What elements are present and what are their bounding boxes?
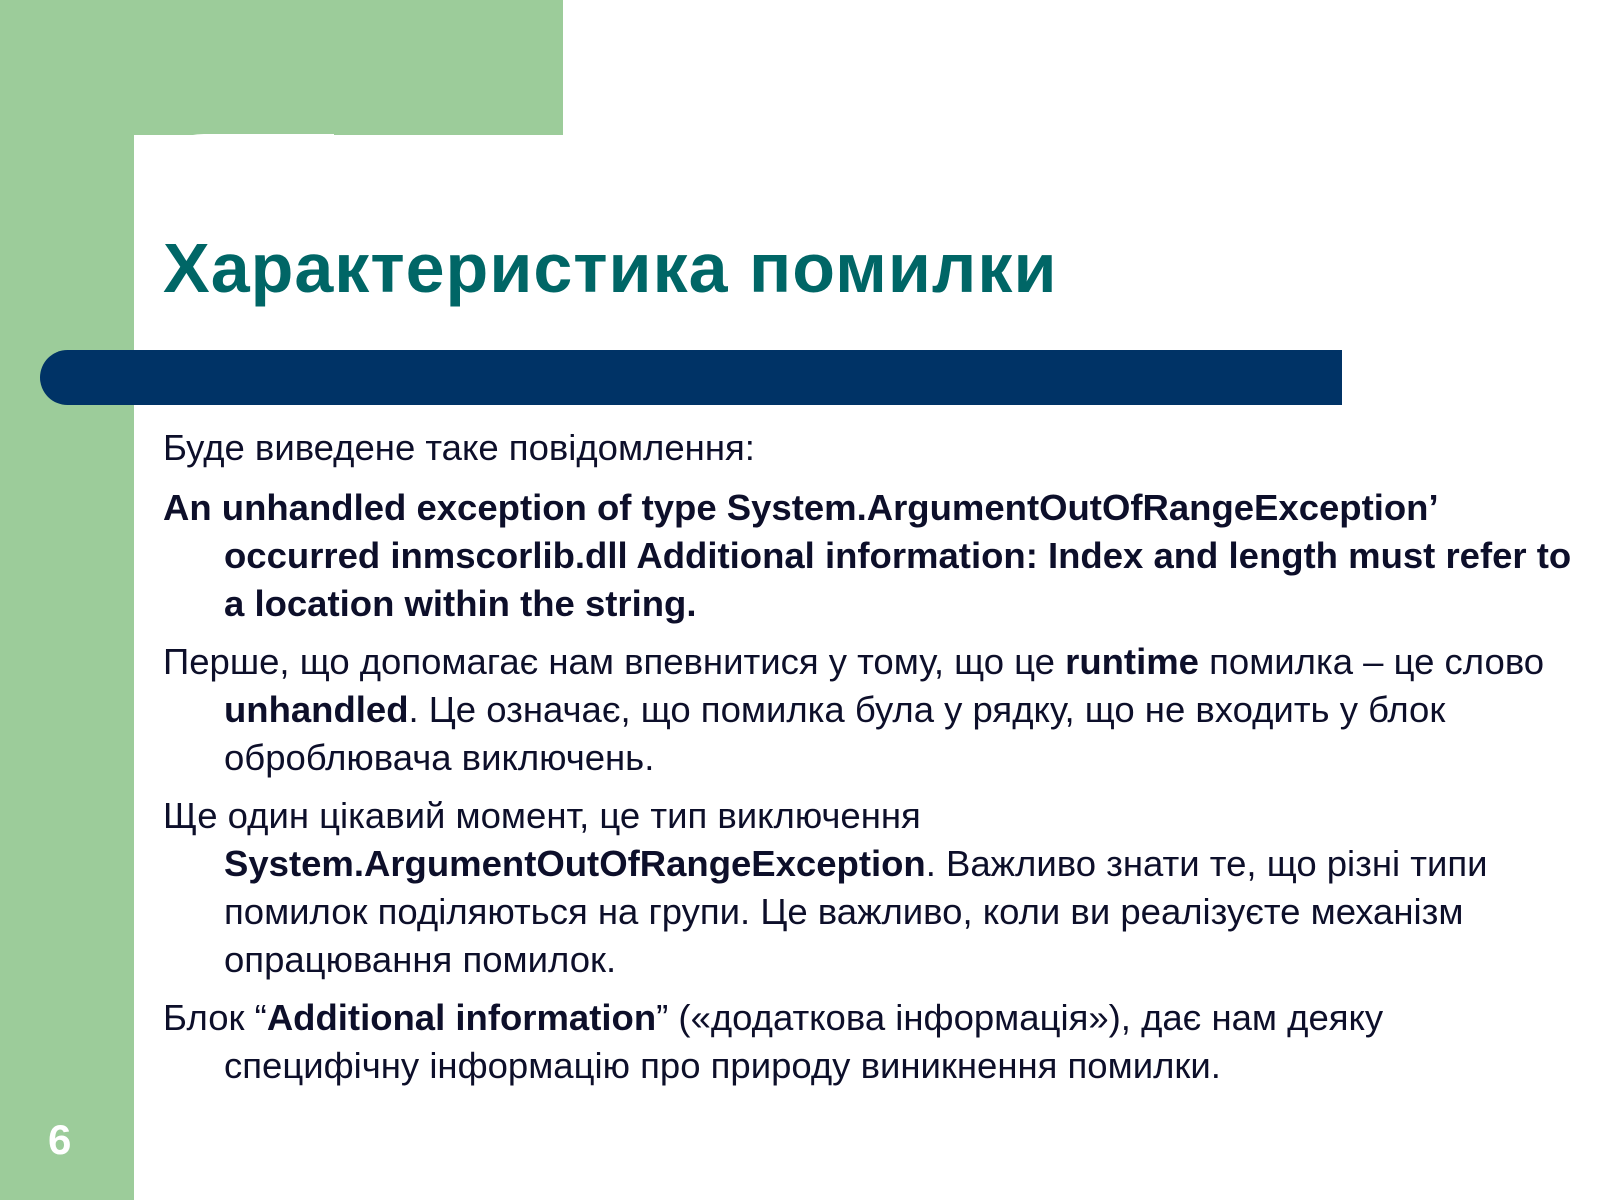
green-sidebar (0, 0, 134, 1200)
slide-body (163, 424, 1583, 1100)
intro-text: Буде виведене таке повідомлення: (163, 427, 755, 468)
paragraph-error-message (163, 484, 1583, 628)
green-top-band (0, 0, 563, 135)
title-divider-bar (40, 350, 1342, 405)
exception-type-keyword: System.ArgumentOutOfRangeException (224, 843, 926, 884)
additional-text-part: Блок “ (163, 997, 267, 1038)
error-message-text: An unhandled exception of type System.ArgumentOutOfRangeException’ occurred inmscorlib.dll Additional information: Index and length must refer to a location within the string. (163, 487, 1572, 624)
runtime-text-part: . Це означає, що помилка була у рядку, що не входить у блок оброблювача виключень. (224, 689, 1446, 778)
unhandled-keyword: unhandled (224, 689, 409, 730)
paragraph-additional-info (163, 994, 1583, 1090)
exception-text-part: . Важливо знати те, що різні типи помилок поділяються на групи. Це важливо, коли ви реалізуєте механізм опрацювання помилок. (224, 843, 1488, 980)
slide-number: 6 (48, 1116, 72, 1163)
exception-text-part: Ще один цікавий момент, це тип виключення (163, 795, 921, 836)
paragraph-intro (163, 424, 1583, 472)
additional-text-part: ” («додаткова інформація»), дає нам деяку специфічну інформацію про природу виникнення помилки. (224, 997, 1384, 1086)
slide-title: Характеристика помилки (163, 229, 1058, 307)
runtime-keyword: runtime (1065, 641, 1199, 682)
paragraph-exception-type (163, 792, 1583, 984)
additional-information-keyword: Additional information (266, 997, 657, 1038)
runtime-text-part: помилка – це слово (1198, 641, 1545, 682)
paragraph-runtime (163, 638, 1583, 782)
runtime-text-part: Перше, що допомагає нам впевнитися у тому, що це (163, 641, 1066, 682)
